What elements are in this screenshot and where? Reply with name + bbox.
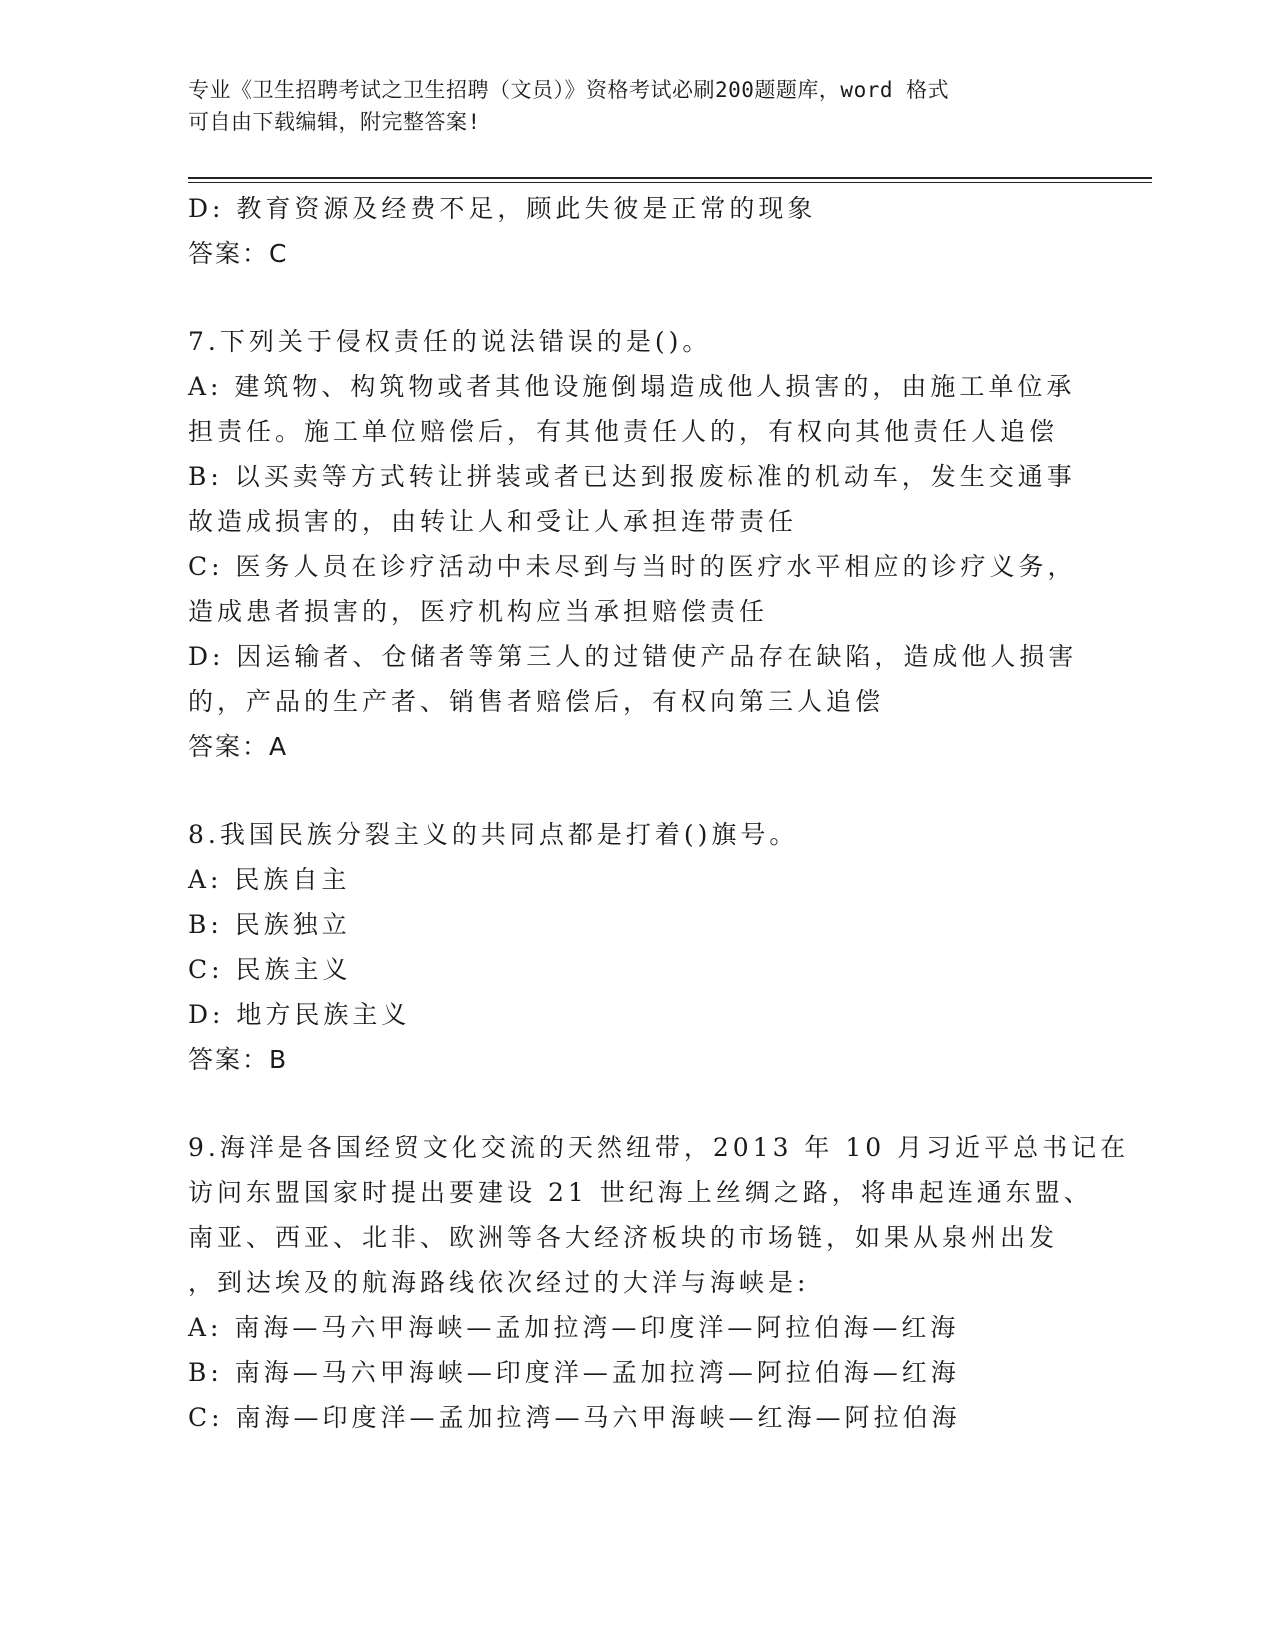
option-d: D: 教育资源及经费不足，顾此失彼是正常的现象 xyxy=(188,194,817,223)
header-rule-thin xyxy=(188,182,1152,183)
question-stem-continued: 南亚、西亚、北非、欧洲等各大经济板块的市场链，如果从泉州出发 xyxy=(188,1223,1059,1252)
header-title-line-2: 可自由下载编辑，附完整答案! xyxy=(188,110,481,134)
header-title-line-1: 专业《卫生招聘考试之卫生招聘（文员）》资格考试必刷200题题库，word 格式 xyxy=(188,78,950,102)
spacer xyxy=(188,276,1088,319)
question-stem-continued: 访问东盟国家时提出要建设 21 世纪海上丝绸之路，将串起连通东盟、 xyxy=(188,1178,1093,1207)
option-b: B: 以买卖等方式转让拼装或者已达到报废标准的机动车，发生交通事 xyxy=(188,462,1076,491)
question-stem: 8.我国民族分裂主义的共同点都是打着()旗号。 xyxy=(188,820,799,849)
answer-line: 答案：C xyxy=(188,239,289,268)
option-b: B: 南海—马六甲海峡—印度洋—孟加拉湾—阿拉伯海—红海 xyxy=(188,1358,960,1387)
option-a-continued: 担责任。施工单位赔偿后，有其他责任人的，有权向其他责任人追偿 xyxy=(188,417,1059,446)
answer-line: 答案：B xyxy=(188,1045,289,1074)
question-9 xyxy=(188,1125,1130,1440)
option-d: D: 地方民族主义 xyxy=(188,1000,411,1029)
option-c: C: 南海—印度洋—孟加拉湾—马六甲海峡—红海—阿拉伯海 xyxy=(188,1403,961,1432)
question-7 xyxy=(188,319,1088,769)
option-d: D: 因运输者、仓储者等第三人的过错使产品存在缺陷，造成他人损害 xyxy=(188,642,1078,671)
question-6-tail xyxy=(188,186,1088,276)
question-list xyxy=(188,186,1130,1440)
option-d-continued: 的，产品的生产者、销售者赔偿后，有权向第三人追偿 xyxy=(188,687,885,716)
option-c-continued: 造成患者损害的，医疗机构应当承担赔偿责任 xyxy=(188,597,769,626)
answer-line: 答案：A xyxy=(188,732,289,761)
option-a: A: 建筑物、构筑物或者其他设施倒塌造成他人损害的，由施工单位承 xyxy=(188,372,1076,401)
question-stem: 7.下列关于侵权责任的说法错误的是()。 xyxy=(188,327,712,356)
option-b: B: 民族独立 xyxy=(188,910,351,939)
option-a: A: 民族自主 xyxy=(188,865,351,894)
spacer xyxy=(188,1082,1088,1125)
spacer xyxy=(188,769,1088,812)
question-stem-continued: ，到达埃及的航海路线依次经过的大洋与海峡是: xyxy=(188,1268,810,1297)
question-8 xyxy=(188,812,1088,1082)
header-rule-thick xyxy=(188,177,1152,179)
page-header xyxy=(188,74,1068,138)
option-c: C: 民族主义 xyxy=(188,955,352,984)
option-c: C: 医务人员在诊疗活动中未尽到与当时的医疗水平相应的诊疗义务， xyxy=(188,552,1077,581)
option-a: A: 南海—马六甲海峡—孟加拉湾—印度洋—阿拉伯海—红海 xyxy=(188,1313,960,1342)
question-stem: 9.海洋是各国经贸文化交流的天然纽带，2013 年 10 月习近平总书记在 xyxy=(188,1133,1130,1162)
option-b-continued: 故造成损害的，由转让人和受让人承担连带责任 xyxy=(188,507,798,536)
